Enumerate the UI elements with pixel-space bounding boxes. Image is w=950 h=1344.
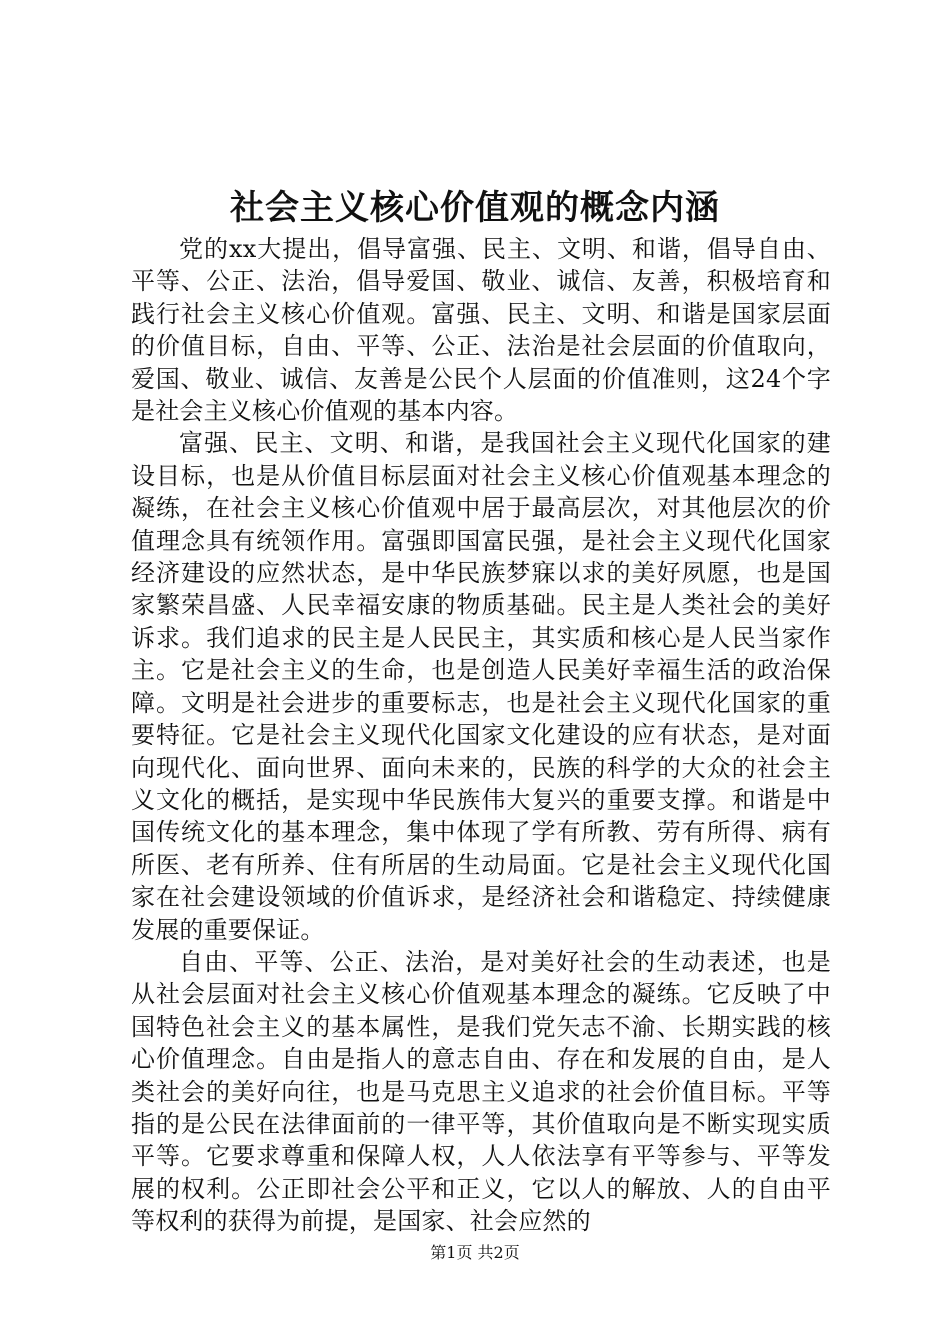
document-body — [131, 233, 831, 1238]
document-title: 社会主义核心价值观的概念内涵 — [230, 188, 720, 228]
paragraph-1: 党的xx大提出，倡导富强、民主、文明、和谐，倡导自由、平等、公正、法治，倡导爱国、敬业、诚信、友善，积极培育和践行社会主义核心价值观。富强、民主、文明、和谐是国家层面的价值目标，自由、平等、公正、法治是社会层面的价值取向，爱国、敬业、诚信、友善是公民个人层面的价值准则，这24个字是社会主义核心价值观的基本内容。 — [131, 235, 831, 426]
paragraph-3: 自由、平等、公正、法治，是对美好社会的生动表述，也是从社会层面对社会主义核心价值观基本理念的凝练。它反映了中国特色社会主义的基本属性，是我们党矢志不渝、长期实践的核心价值理念。自由是指人的意志自由、存在和发展的自由，是人类社会的美好向往，也是马克思主义追求的社会价值目标。平等指的是公民在法律面前的一律平等，其价值取向是不断实现实质平等。它要求尊重和保障人权，人人依法享有平等参与、平等发展的权利。公正即社会公平和正义，它以人的解放、人的自由平等权利的获得为前提，是国家、社会应然的 — [131, 947, 831, 1236]
paragraph-2: 富强、民主、文明、和谐，是我国社会主义现代化国家的建设目标，也是从价值目标层面对社会主义核心价值观基本理念的凝练，在社会主义核心价值观中居于最高层次，对其他层次的价值理念具有统领作用。富强即国富民强，是社会主义现代化国家经济建设的应然状态，是中华民族梦寐以求的美好夙愿，也是国家繁荣昌盛、人民幸福安康的物质基础。民主是人类社会的美好诉求。我们追求的民主是人民民主，其实质和核心是人民当家作主。它是社会主义的生命，也是创造人民美好幸福生活的政治保障。文明是社会进步的重要标志，也是社会主义现代化国家的重要特征。它是社会主义现代化国家文化建设的应有状态，是对面向现代化、面向世界、面向未来的，民族的科学的大众的社会主义文化的概括，是实现中华民族伟大复兴的重要支撑。和谐是中国传统文化的基本理念，集中体现了学有所教、劳有所得、病有所医、老有所养、住有所居的生动局面。它是社会主义现代化国家在社会建设领域的价值诉求，是经济社会和谐稳定、持续健康发展的重要保证。 — [131, 429, 831, 944]
page-number-footer: 第1页 共2页 — [430, 1243, 520, 1262]
